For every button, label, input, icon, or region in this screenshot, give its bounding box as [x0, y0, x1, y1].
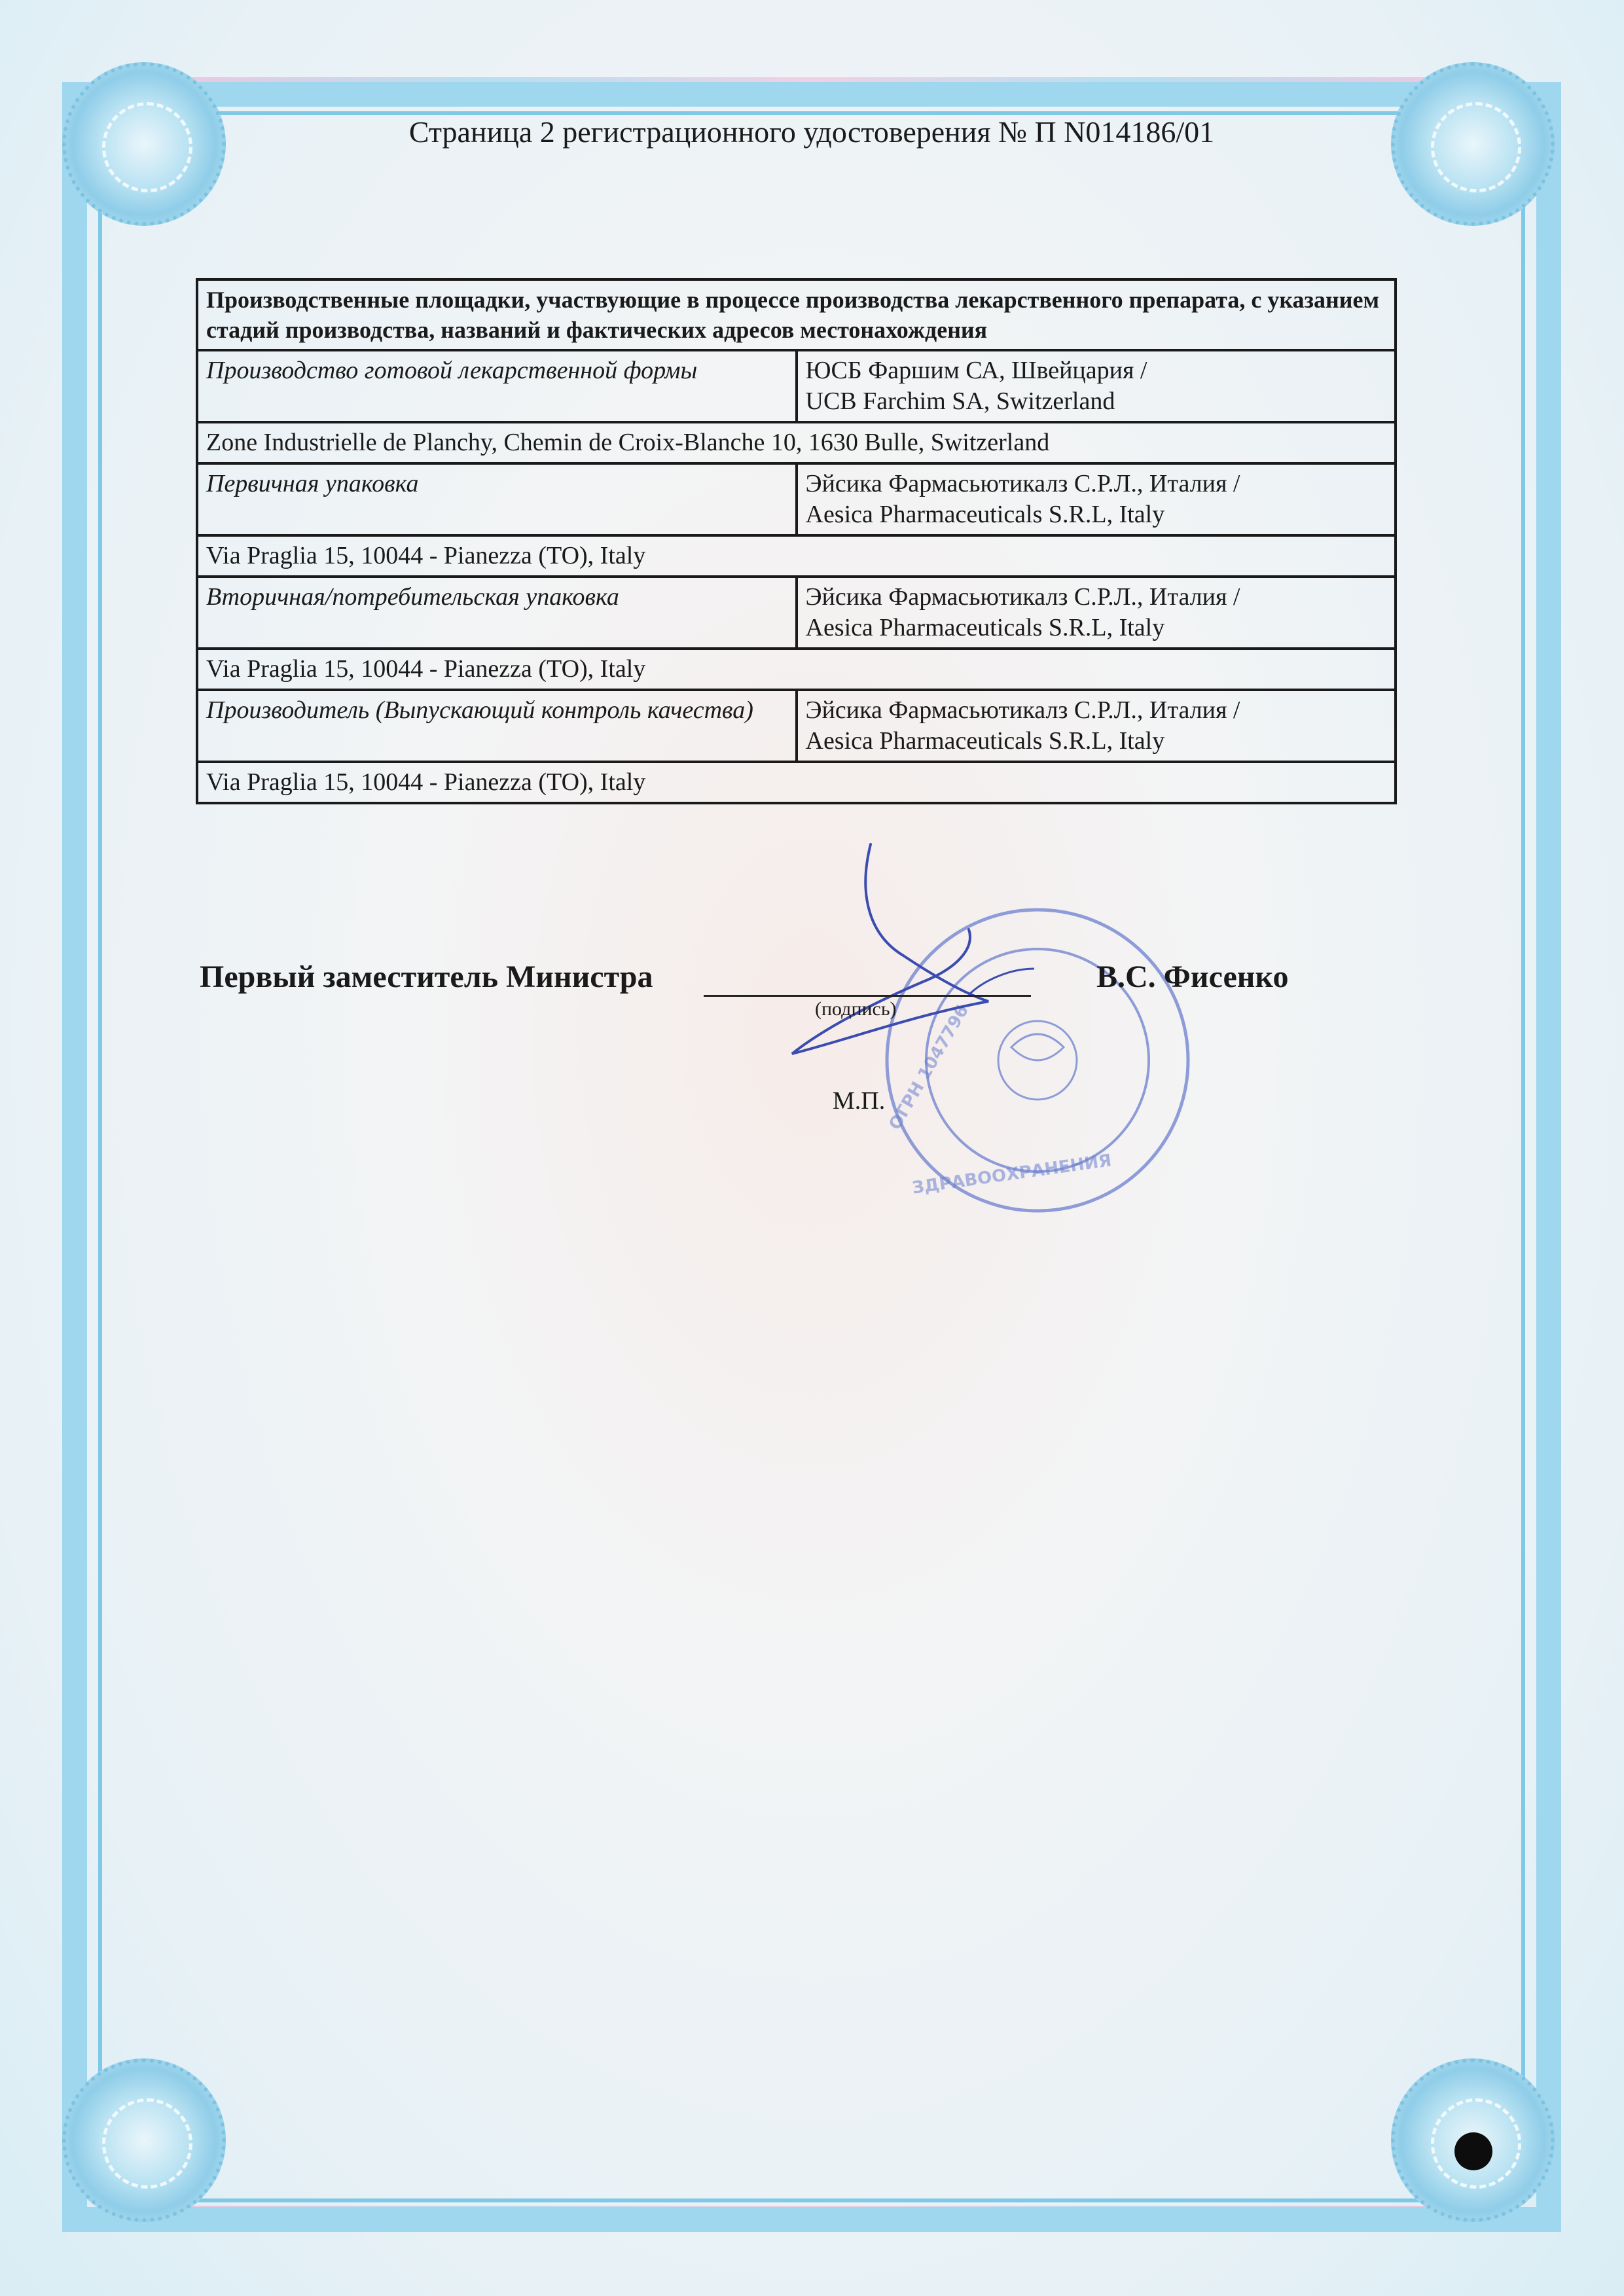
- signatory-title: Первый заместитель Министра: [200, 960, 653, 994]
- stamp-place-label: М.П.: [833, 1087, 886, 1115]
- manufacturing-sites-table: [196, 278, 1397, 804]
- table-row: [197, 577, 1396, 649]
- svg-text:ОГРН 1047796: ОГРН 1047796: [885, 1001, 973, 1134]
- address-cell: Via Praglia 15, 10044 - Pianezza (TO), Italy: [197, 649, 1396, 690]
- company-cell: [797, 690, 1396, 762]
- page-title: Страница 2 регистрационного удостоверения № П N014186/01: [408, 115, 1215, 149]
- table-row: [197, 350, 1396, 422]
- table-row: [197, 422, 1396, 463]
- table-row: [197, 690, 1396, 762]
- company-ru: Эйсика Фармасьютикалз С.Р.Л., Италия /: [805, 583, 1240, 611]
- company-cell: [797, 577, 1396, 649]
- stage-cell: Производитель (Выпускающий контроль качества): [197, 690, 797, 762]
- company-en: Aesica Pharmaceuticals S.R.L, Italy: [805, 614, 1165, 641]
- svg-text:ЗДРАВООХРАНЕНИЯ: ЗДРАВООХРАНЕНИЯ: [911, 1151, 1113, 1198]
- stage-cell: Производство готовой лекарственной формы: [197, 350, 797, 422]
- signature-line: [704, 995, 1031, 997]
- table-row: [197, 463, 1396, 535]
- company-en: Aesica Pharmaceuticals S.R.L, Italy: [805, 727, 1165, 755]
- corner-rosette-bottom-left: [62, 2058, 226, 2222]
- company-cell: [797, 350, 1396, 422]
- table-row: [197, 649, 1396, 690]
- handwritten-signature: [772, 805, 1074, 1080]
- table-row: [197, 535, 1396, 577]
- signature-caption: (подпись): [815, 998, 897, 1020]
- company-ru: ЮСБ Фаршим СА, Швейцария /: [805, 357, 1147, 384]
- address-cell: Zone Industrielle de Planchy, Chemin de Croix-Blanche 10, 1630 Bulle, Switzerland: [197, 422, 1396, 463]
- stage-cell: Вторичная/потребительская упаковка: [197, 577, 797, 649]
- punch-hole: [1454, 2132, 1492, 2170]
- stage-cell: Первичная упаковка: [197, 463, 797, 535]
- address-cell: Via Praglia 15, 10044 - Pianezza (TO), Italy: [197, 535, 1396, 577]
- company-en: UCB Farchim SA, Switzerland: [805, 387, 1115, 415]
- company-ru: Эйсика Фармасьютикалз С.Р.Л., Италия /: [805, 470, 1240, 497]
- address-cell: Via Praglia 15, 10044 - Pianezza (TO), Italy: [197, 762, 1396, 803]
- table-row: [197, 762, 1396, 803]
- company-ru: Эйсика Фармасьютикалз С.Р.Л., Италия /: [805, 696, 1240, 724]
- company-cell: [797, 463, 1396, 535]
- company-en: Aesica Pharmaceuticals S.R.L, Italy: [805, 501, 1165, 528]
- signatory-name: В.С. Фисенко: [1096, 960, 1289, 994]
- table-heading: Производственные площадки, участвующие в процессе производства лекарственного препарата, с указанием стадий производства, названий и фактических адресов местонахождения: [197, 279, 1396, 350]
